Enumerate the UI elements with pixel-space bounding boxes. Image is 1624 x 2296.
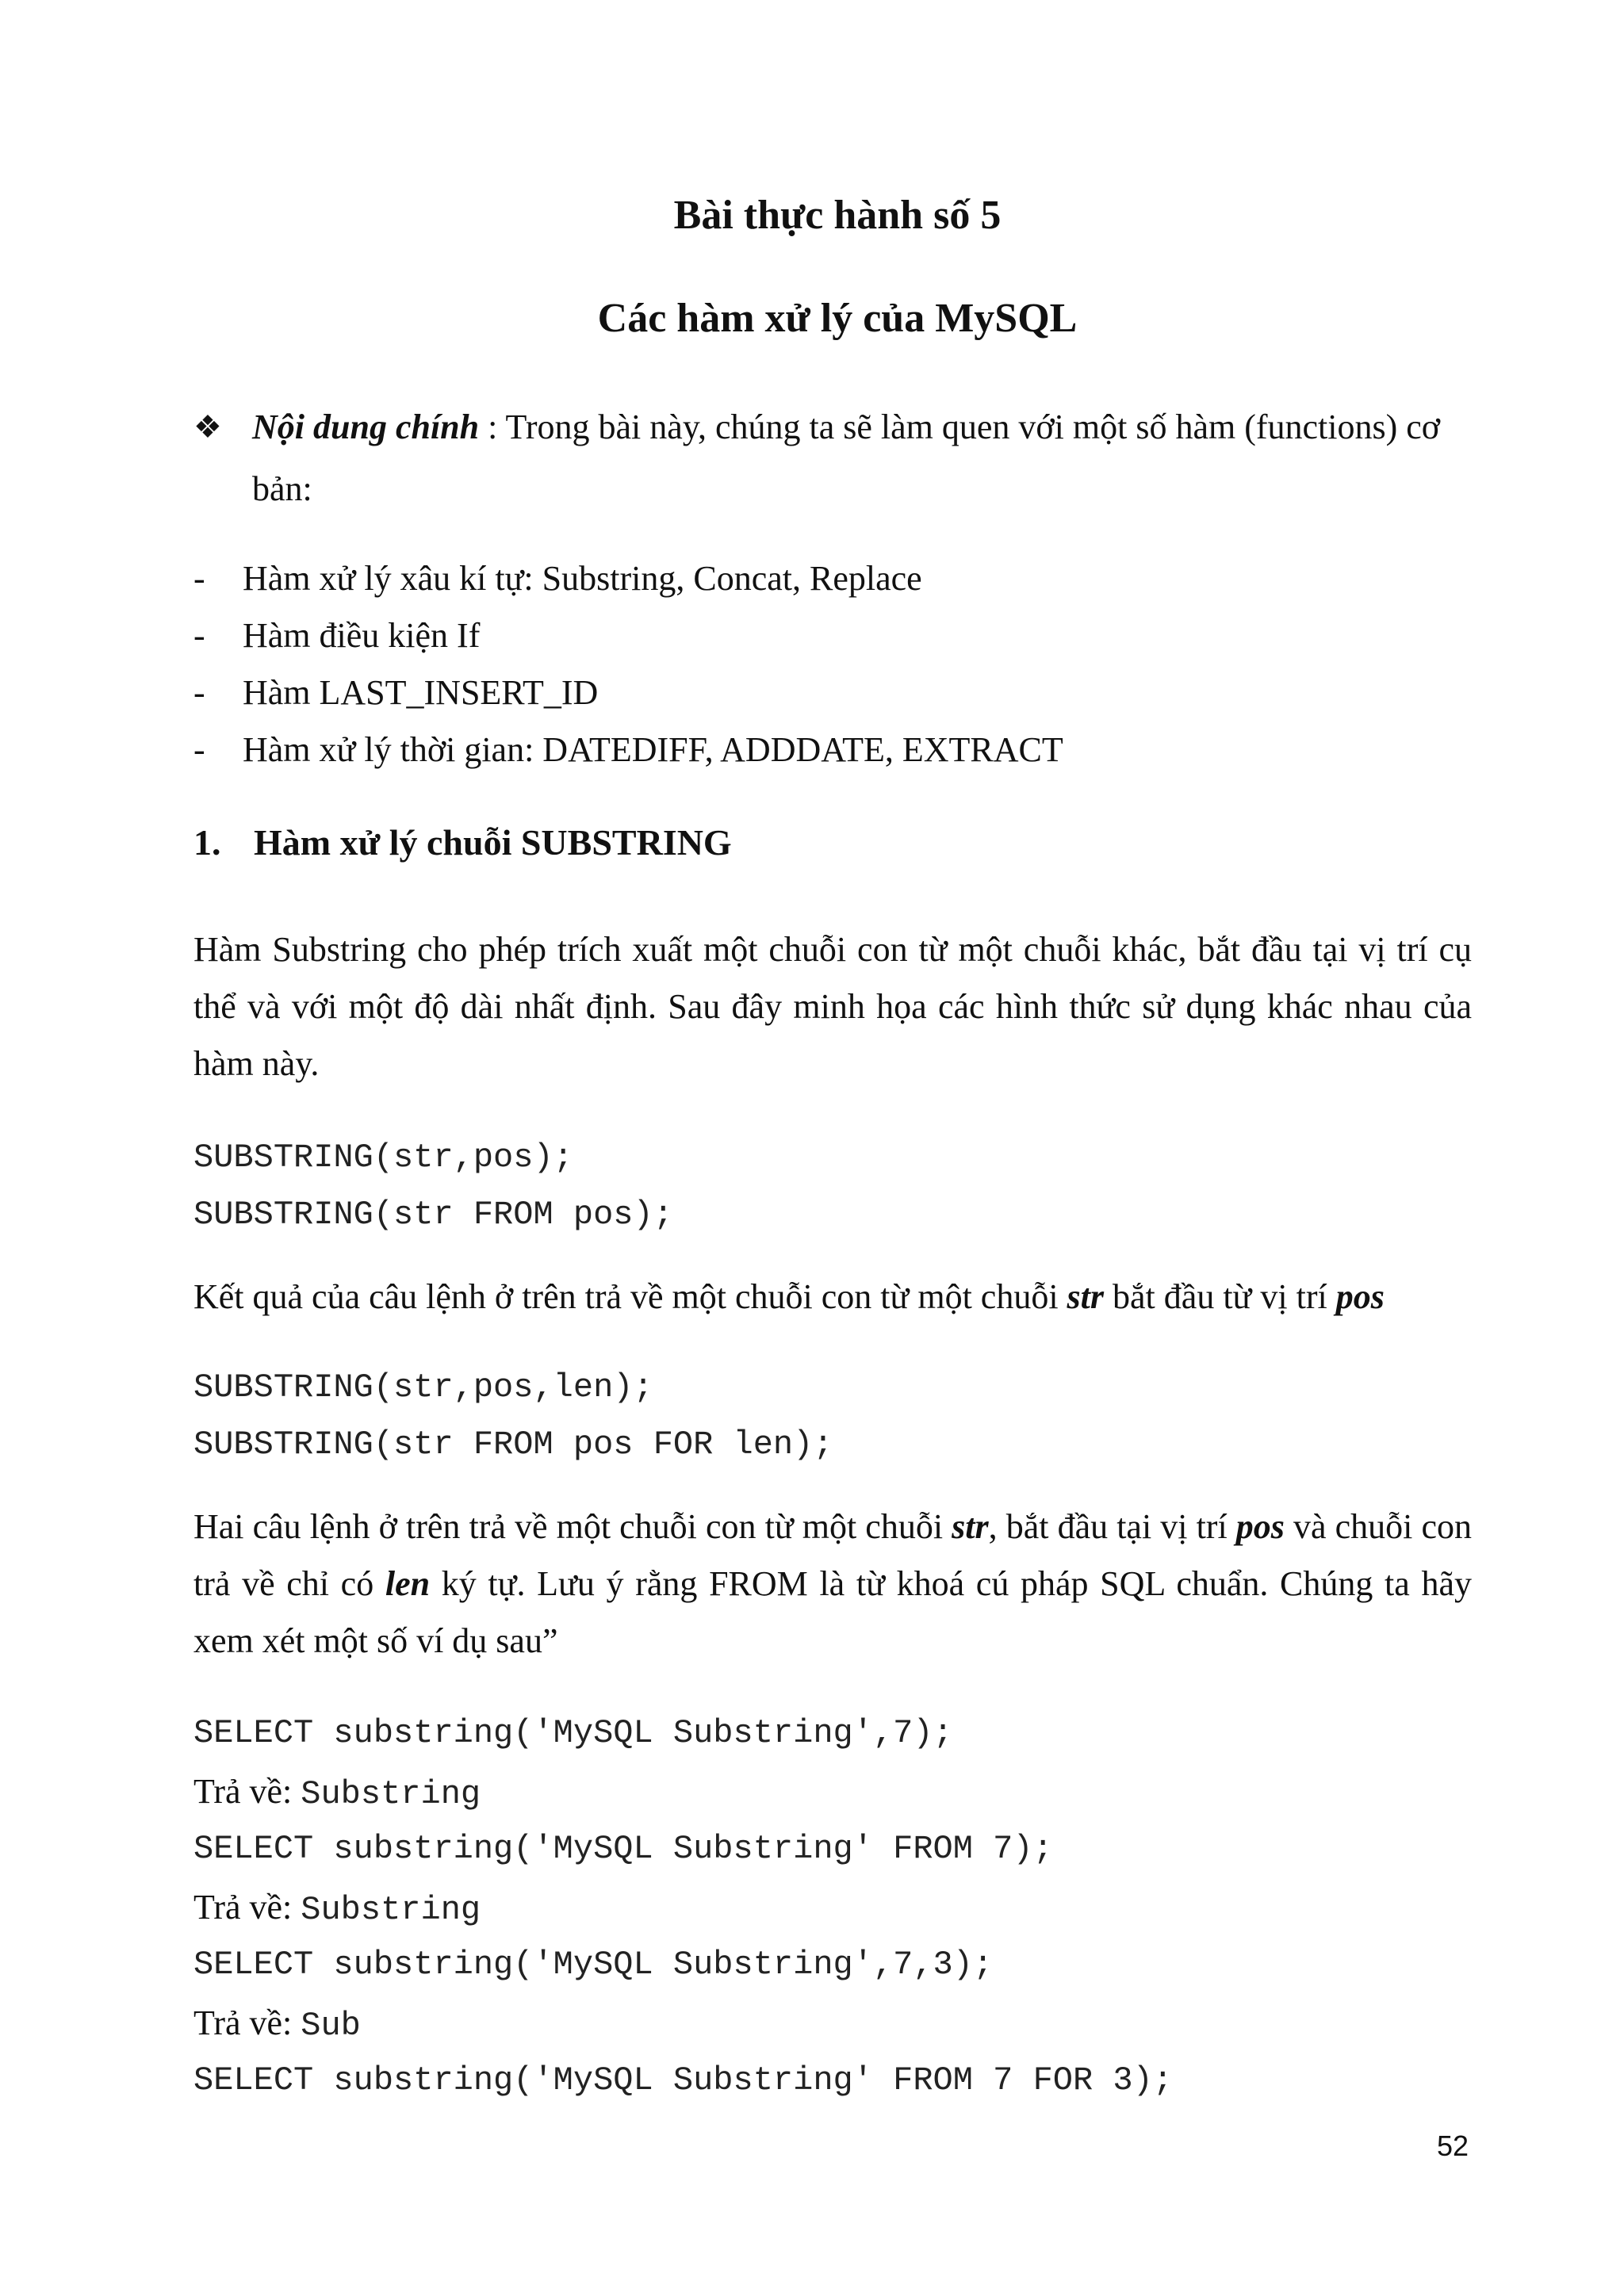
example-sql: SELECT substring('MySQL Substring',7,3); — [193, 1946, 994, 1984]
diamond-bullet-icon: ❖ — [193, 409, 222, 445]
intro-block — [193, 396, 1478, 520]
code-line: SUBSTRING(str,pos); — [193, 1138, 573, 1177]
page-title: Bài thực hành số 5 — [673, 193, 1002, 238]
term-str: str — [952, 1507, 989, 1546]
intro-label: Nội dung chính — [252, 408, 480, 446]
example-result: Trả về: Substring — [193, 1888, 481, 1929]
page-number: 52 — [1437, 2130, 1469, 2162]
code-line: SUBSTRING(str,pos,len); — [193, 1368, 653, 1406]
page-subtitle: Các hàm xử lý của MySQL — [597, 296, 1078, 341]
paragraph: Hai câu lệnh ở trên trả về một chuỗi con từ một chuỗi str, bắt đầu tại vị trí pos và chuỗi con trả về chỉ có len ký tự. Lưu ý rằng FROM là từ khoá cú pháp SQL chuẩn. Chúng ta hãy xem xét một số ví dụ sau” — [193, 1507, 1472, 1660]
term-pos: pos — [1235, 1507, 1285, 1546]
example-result: Trả về: Substring — [193, 1772, 481, 1813]
term-pos: pos — [1335, 1277, 1385, 1316]
document-page: Bài thực hành số 5 Các hàm xử lý của MySQL ❖ Nội dung chính : Trong bài này, chúng ta sẽ làm quen với một số hàm (functions) cơ bản: - Hàm xử lý xâu kí tự: Substring, Concat, Replace - Hàm điều kiện If - Hàm LAST_INSERT_ID - Hàm xử lý thời gian: DATEDIFF, ADDDATE, EXTRACT 1. Hàm xử lý chuỗi SUBSTRING Hàm Substring cho phép trích xuất một chuỗi con từ một chuỗi khác, bắt đầu tại vị trí cụ thể và với một độ dài nhất định. Sau đây minh họa các hình thức sử dụng khác nhau của hàm này. SUBSTRING(str,pos); SUBSTRING(str FROM pos); Kết quả của câu lệnh ở trên trả về một chuỗi con từ một chuỗi str bắt đầu từ vị trí pos SUBSTRING(str,pos,len); SUBSTRING(str FROM pos FOR len); Hai câu lệnh ở trên trả về một chuỗi con từ một chuỗi str, bắt đầu tại vị trí pos và chuỗi con trả về chỉ có len ký tự. Lưu ý rằng FROM là từ khoá cú pháp SQL chuẩn. Chúng ta hãy xem xét một số ví dụ sau” SELECT substring('MySQL Substring',7); Trả về: Substring SELECT substring('MySQL Substring' FROM 7); Trả về: Substring SELECT substring('MySQL Substring',7,3); Trả về: Sub SELECT substring('MySQL Substring' FROM 7 FOR 3); 52 — [0, 0, 1624, 2296]
paragraph: Kết quả của câu lệnh ở trên trả về một chuỗi con từ một chuỗi str bắt đầu từ vị trí pos — [193, 1277, 1385, 1316]
term-len: len — [385, 1564, 431, 1603]
section-heading — [193, 821, 732, 863]
term-str: str — [1067, 1277, 1105, 1316]
example-sql: SELECT substring('MySQL Substring',7); — [193, 1714, 953, 1752]
section-title: Hàm xử lý chuỗi SUBSTRING — [254, 822, 732, 863]
code-block — [193, 1359, 833, 1473]
example-sql: SELECT substring('MySQL Substring' FROM 7); — [193, 1830, 1053, 1868]
example-result: Trả về: Sub — [193, 2003, 361, 2045]
examples-block — [193, 1705, 1173, 2110]
code-line: SUBSTRING(str FROM pos FOR len); — [193, 1425, 833, 1464]
code-block — [193, 1129, 673, 1243]
code-line: SUBSTRING(str FROM pos); — [193, 1196, 673, 1234]
paragraph: Hàm Substring cho phép trích xuất một chuỗi con từ một chuỗi khác, bắt đầu tại vị trí cụ thể và với một độ dài nhất định. Sau đây minh họa các hình thức sử dụng khác nhau của hàm này. — [193, 930, 1472, 1083]
intro-text: Trong bài này, chúng ta sẽ làm quen với một số hàm (functions) cơ bản: — [252, 408, 1441, 508]
example-sql: SELECT substring('MySQL Substring' FROM 7 FOR 3); — [193, 2061, 1174, 2099]
intro-separator: : — [479, 408, 506, 446]
section-number: 1. — [193, 822, 221, 863]
